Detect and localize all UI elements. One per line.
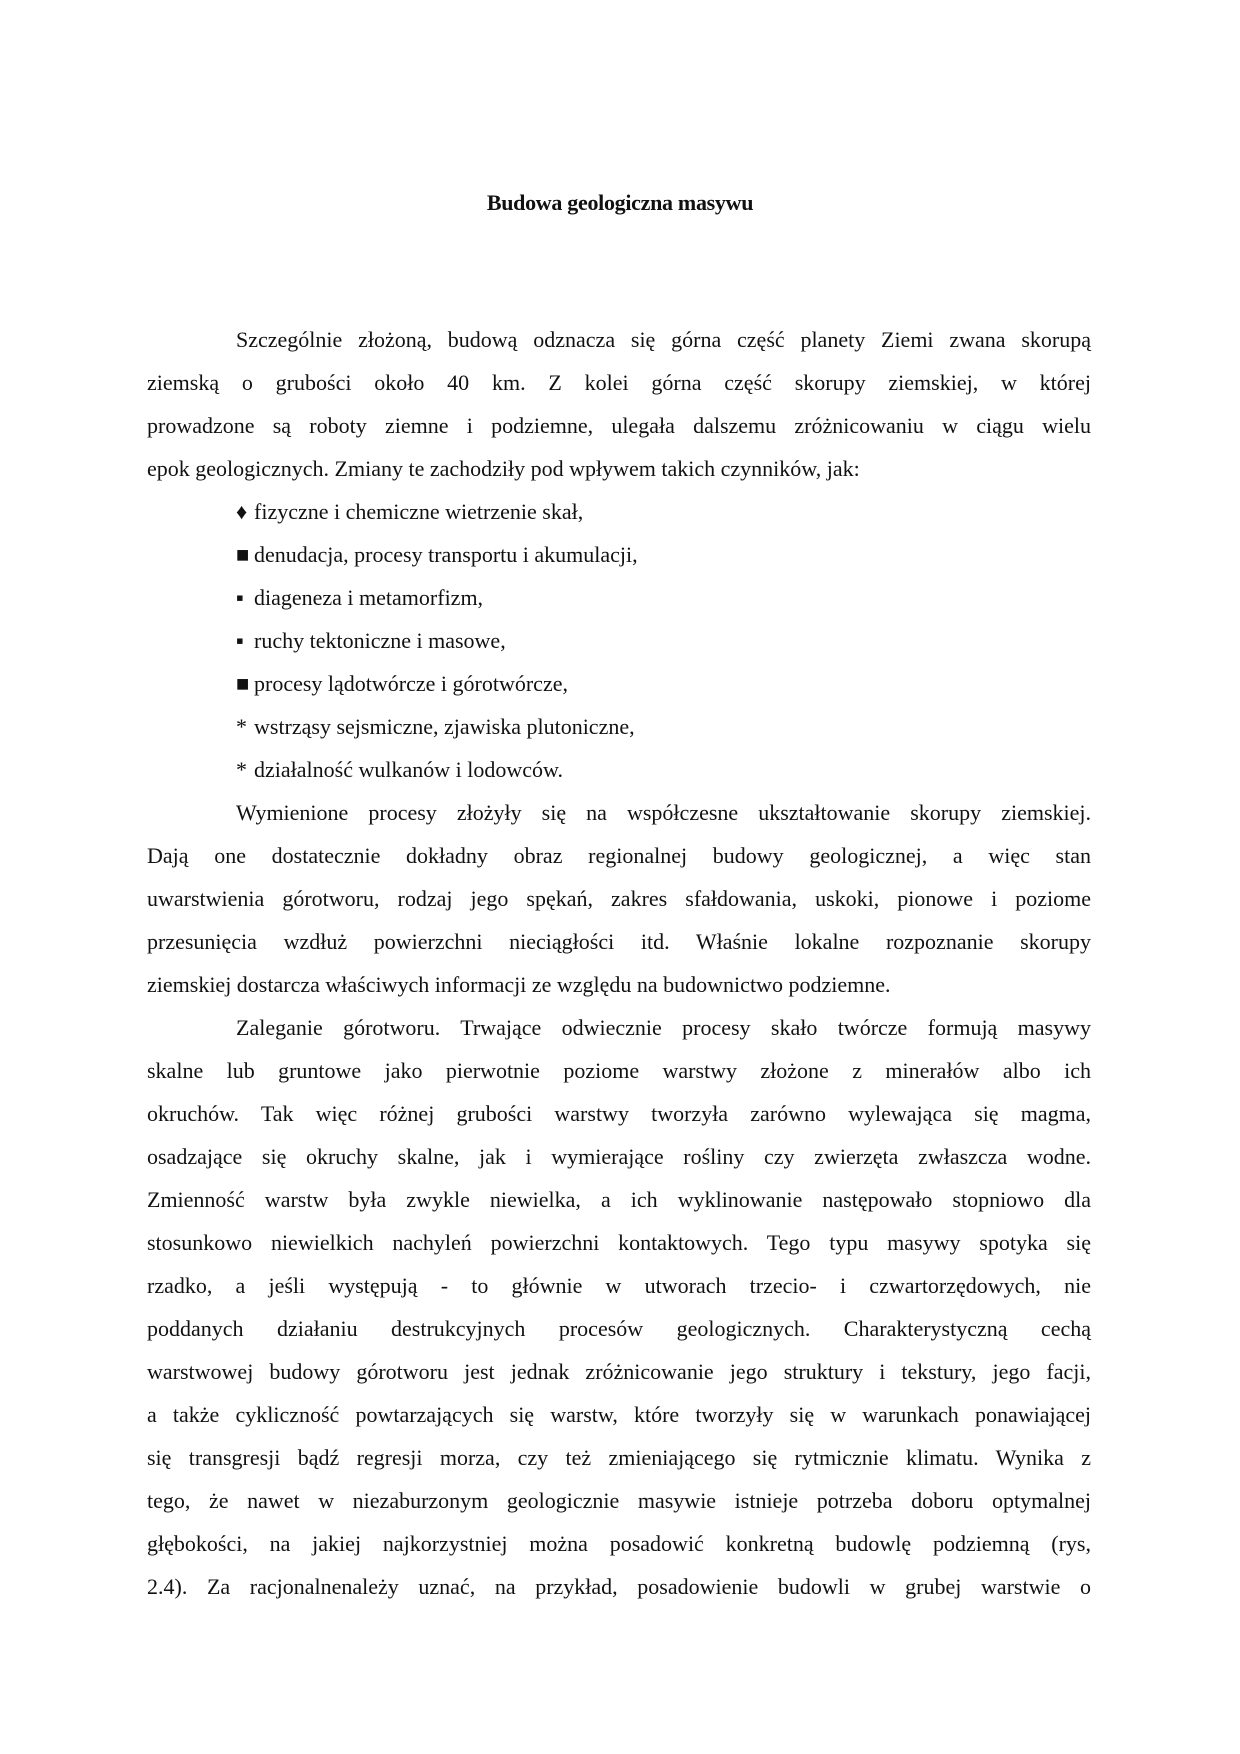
- text-line: poddanych działaniu destrukcyjnych procesów geologicznych. Charakterystyczną cechą: [147, 1316, 1091, 1341]
- bullet-icon: ▪: [236, 628, 244, 653]
- text-line: warstwowej budowy górotworu jest jednak zróżnicowanie jego struktury i tekstury, jego facji,: [147, 1359, 1091, 1384]
- text-line: rzadko, a jeśli występują - to głównie w utworach trzecio- i czwartorzędowych, nie: [147, 1273, 1091, 1298]
- text-line: a także cykliczność powtarzających się warstw, które tworzyły się w warunkach ponawiającej: [147, 1402, 1091, 1427]
- list-item-text: denudacja, procesy transportu i akumulacji,: [254, 542, 638, 567]
- text-line: Szczególnie złożoną, budową odznacza się górna część planety Ziemi zwana skorupą: [236, 327, 1091, 352]
- list-item: [147, 533, 1091, 576]
- bullet-icon: *: [236, 757, 247, 782]
- document-title: Budowa geologiczna masywu: [486, 190, 754, 215]
- text-line: ziemską o grubości około 40 km. Z kolei górna część skorupy ziemskiej, w której: [147, 370, 1091, 395]
- paragraph3: [147, 1006, 1091, 1608]
- list-item-text: ruchy tektoniczne i masowe,: [254, 628, 506, 653]
- list-item: [147, 576, 1091, 619]
- list-item-text: procesy lądotwórcze i górotwórcze,: [254, 671, 568, 696]
- list-item: [147, 490, 1091, 533]
- list-item-text: diageneza i metamorfizm,: [254, 585, 484, 610]
- bullet-icon: ♦: [236, 499, 248, 524]
- text-line: 2.4). Za racjonalnenależy uznać, na przykład, posadowienie budowli w grubej warstwie o: [147, 1574, 1091, 1599]
- bullet-icon: ■: [236, 542, 250, 567]
- list-item: [147, 748, 1091, 791]
- document-body: [147, 318, 1091, 1608]
- text-line: Zaleganie górotworu. Trwające odwiecznie procesy skało twórcze formują masywy: [236, 1015, 1091, 1040]
- text-line: okruchów. Tak więc różnej grubości warstwy tworzyła zarówno wylewająca się magma,: [147, 1101, 1091, 1126]
- text-line: epok geologicznych. Zmiany te zachodziły pod wpływem takich czynników, jak:: [147, 456, 860, 481]
- list-item-text: działalność wulkanów i lodowców.: [254, 757, 563, 782]
- text-line: przesunięcia wzdłuż powierzchni nieciągłości itd. Właśnie lokalne rozpoznanie skorupy: [147, 929, 1091, 954]
- list-item-text: fizyczne i chemiczne wietrzenie skał,: [254, 499, 584, 524]
- text-line: tego, że nawet w niezaburzonym geologicznie masywie istnieje potrzeba doboru optymalnej: [147, 1488, 1091, 1513]
- list-item: [147, 619, 1091, 662]
- bullet-icon: ■: [236, 671, 250, 696]
- text-line: Dają one dostatecznie dokładny obraz regionalnej budowy geologicznej, a więc stan: [147, 843, 1091, 868]
- text-line: się transgresji bądź regresji morza, czy też zmieniającego się rytmicznie klimatu. Wynika z: [147, 1445, 1091, 1470]
- list-item: [147, 705, 1091, 748]
- text-line: uwarstwienia górotworu, rodzaj jego spękań, zakres sfałdowania, uskoki, pionowe i poziome: [147, 886, 1091, 911]
- list-item-text: wstrząsy sejsmiczne, zjawiska plutoniczne,: [254, 714, 635, 739]
- text-line: Zmienność warstw była zwykle niewielka, a ich wyklinowanie następowało stopniowo dla: [147, 1187, 1091, 1212]
- bullet-icon: ▪: [236, 585, 244, 610]
- text-line: głębokości, na jakiej najkorzystniej można posadowić konkretną budowlę podziemną (rys,: [147, 1531, 1091, 1556]
- text-line: Wymienione procesy złożyły się na współczesne ukształtowanie skorupy ziemskiej.: [236, 800, 1091, 825]
- paragraph2: [147, 791, 1091, 1006]
- paragraph1: [147, 318, 1091, 490]
- list-item: [147, 662, 1091, 705]
- text-line: osadzające się okruchy skalne, jak i wymierające rośliny czy zwierzęta zwłaszcza wodne.: [147, 1144, 1091, 1169]
- bullet-icon: *: [236, 714, 247, 739]
- text-line: prowadzone są roboty ziemne i podziemne, ulegała dalszemu zróżnicowaniu w ciągu wielu: [147, 413, 1091, 438]
- text-line: ziemskiej dostarcza właściwych informacji ze względu na budownictwo podziemne.: [147, 972, 891, 997]
- text-line: skalne lub gruntowe jako pierwotnie poziome warstwy złożone z minerałów albo ich: [147, 1058, 1091, 1083]
- bullet-list: [147, 490, 1091, 791]
- text-line: stosunkowo niewielkich nachyleń powierzchni kontaktowych. Tego typu masywy spotyka się: [147, 1230, 1091, 1255]
